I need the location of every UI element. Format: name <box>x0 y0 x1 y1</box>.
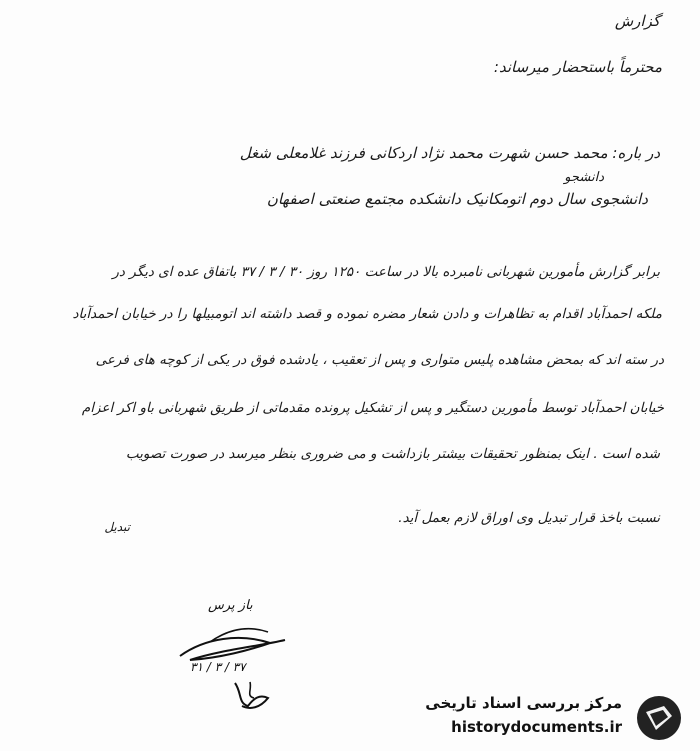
salutation: محترماً باستحضار میرساند: <box>493 58 662 76</box>
watermark-name: مرکز بررسی اسناد تاریخی <box>425 694 622 712</box>
signature-title: باز پرس <box>208 598 253 613</box>
body-line: ملکه احمدآباد اقدام به تظاهرات و دادن شعار مضره نموده و قصد داشته اند اتومبیلها را در خیابان احمدآباد <box>72 306 662 322</box>
document-title: گزارش <box>614 12 660 30</box>
subject-line: در باره: محمد حسن شهرت محمد نژاد اردکانی فرزند غلامعلی شغل <box>239 144 660 162</box>
body-line: برابر گزارش مأمورین شهربانی نامبرده بالا در ساعت ۱۲۵۰ روز ۳۰ / ۳ / ۳۷ باتفاق عده ای دیگر در <box>112 264 660 280</box>
subject-line: دانشجوی سال دوم اتومکانیک دانشکده مجتمع صنعتی اصفهان <box>266 190 648 208</box>
signature-block <box>150 598 300 728</box>
body-line: در سته اند که بمحض مشاهده پلیس متواری و پس از تعقیب ، یادشده فوق در یکی از کوچه های فرعی <box>95 352 664 368</box>
handwritten-insertion: تبدیل <box>104 520 130 534</box>
watermark <box>386 690 692 746</box>
watermark-url: historydocuments.ir <box>451 718 622 736</box>
subject-occupation: دانشجو <box>564 170 604 185</box>
signature-date: ۳۱ / ۳ / ۳۷ <box>190 660 246 674</box>
body-line: خیابان احمدآباد توسط مأمورین دستگیر و پس از تشکیل پرونده مقدماتی از طریق شهربانی باو اکر اعزام <box>81 400 664 416</box>
body-line: شده است . اینک بمنظور تحقیقات بیشتر بازداشت و می ضروری بنظر میرسد در صورت تصویب <box>125 446 660 462</box>
archive-logo-icon <box>634 694 684 742</box>
body-line: نسبت باخذ قرار تبدیل وی اوراق لازم بعمل آید. <box>398 510 660 526</box>
